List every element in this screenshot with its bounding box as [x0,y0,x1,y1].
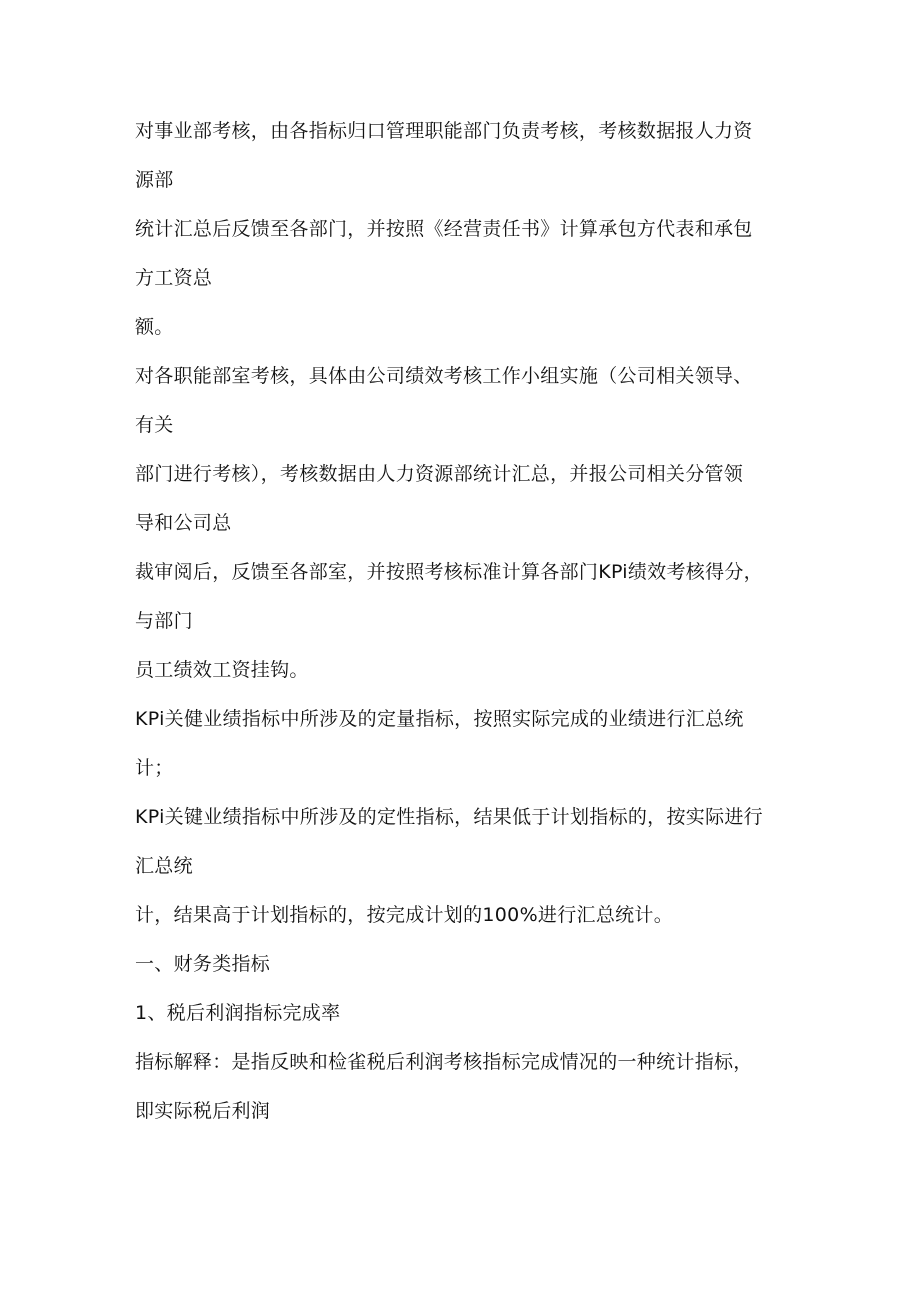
text-line: 部门进行考核），考核数据由人力资源部统计汇总，并报公司相关分管领 [135,463,744,485]
text-line: KPi关键业绩指标中所涉及的定性指标，结果低于计划指标的，按实际进行 [135,806,763,828]
text-line: 额。 [135,316,174,338]
text-line: 员工绩效工资挂钩。 [135,659,309,681]
text-line: 对事业部考核，由各指标归口管理职能部门负责考核，考核数据报人力资 [135,120,753,142]
text-line: 统计汇总后反馈至各部门，并按照《经营责任书》计算承包方代表和承包 [135,218,753,240]
text-line: 与部门 [135,610,193,632]
subsection-heading: 1、税后利润指标完成率 [135,1002,341,1024]
text-line: KPi关健业绩指标中所涉及的定量指标，按照实际完成的业绩进行汇总统 [135,708,744,730]
text-line: 源部 [135,169,174,191]
section-heading: 一、财务类指标 [135,953,271,975]
text-line: 对各职能部室考核，具体由公司绩效考核工作小组实施（公司相关领导、 [135,365,753,387]
document-body [135,107,795,1136]
text-line: 即实际税后利润 [135,1100,271,1122]
text-line: 计，结果高于计划指标的，按完成计划的100%进行汇总统计。 [135,904,674,926]
text-line: 计； [135,757,174,779]
text-line: 裁审阅后，反馈至各部室，并按照考核标准计算各部门KPi绩效考核得分， [135,561,763,583]
text-line: 有关 [135,414,174,436]
text-line: 汇总统 [135,855,193,877]
text-line: 指标解释：是指反映和检雀税后利润考核指标完成情况的一种统计指标， [135,1051,753,1073]
text-line: 方工资总 [135,267,213,289]
text-line: 导和公司总 [135,512,232,534]
